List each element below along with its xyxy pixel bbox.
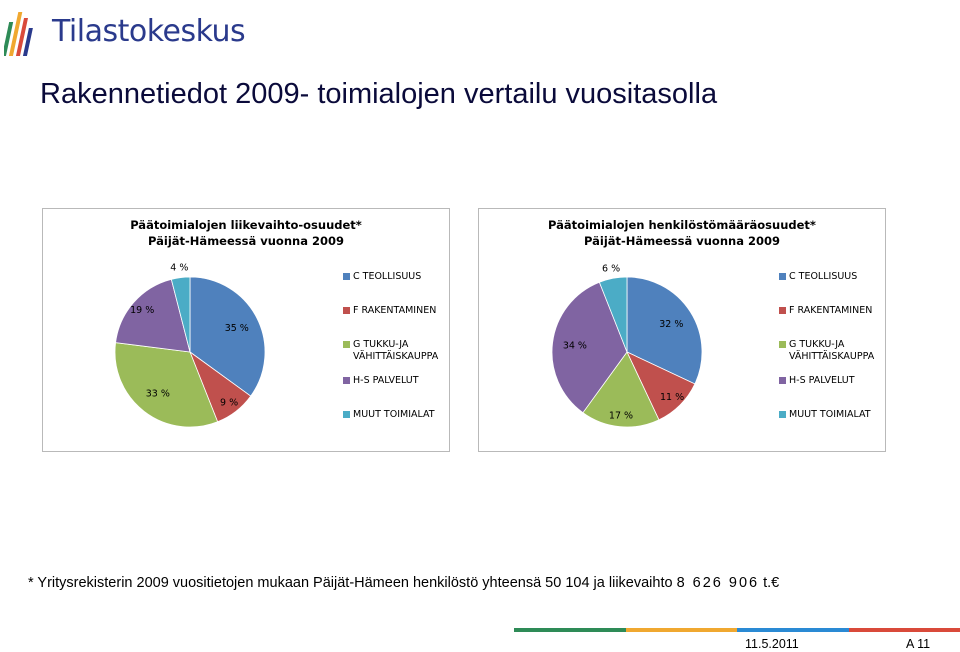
chart-title-line1: Päätoimialojen henkilöstömääräosuudet* [548, 218, 816, 232]
legend-swatch-kauppa [779, 341, 786, 348]
legend-item-teollisuus [779, 271, 857, 283]
footnote-unit: t.€ [763, 575, 780, 591]
legend-item-teollisuus [343, 271, 421, 283]
legend-label-teollisuus: C TEOLLISUUS [353, 271, 422, 282]
brand-name: Tilastokeskus [52, 13, 246, 49]
legend-swatch-kauppa [343, 341, 350, 348]
legend-item-rakentaminen [779, 305, 872, 317]
staff-share-chart [478, 208, 886, 452]
brand-logo [4, 2, 245, 60]
footer-date: 11.5.2011 [745, 637, 799, 651]
legend-item-palvelut [343, 375, 419, 387]
footnote-text: * Yritysrekisterin 2009 vuositietojen mukaan Päijät-Hämeen henkilöstö yhteensä 50 104 ja liikevaihto [28, 575, 673, 591]
legend-swatch-rakentaminen [779, 307, 786, 314]
footer-bar-1 [626, 628, 738, 632]
legend-swatch-palvelut [779, 377, 786, 384]
chart-title-line2: Päijät-Hämeessä vuonna 2009 [584, 234, 780, 248]
data-label-palvelut: 34 % [562, 340, 587, 352]
data-label-muut: 6 % [602, 263, 621, 275]
revenue-share-chart [42, 208, 450, 452]
legend-swatch-muut [779, 411, 786, 418]
legend-swatch-palvelut [343, 377, 350, 384]
data-label-teollisuus: 35 % [224, 323, 249, 335]
chart-title-line2: Päijät-Hämeessä vuonna 2009 [148, 234, 344, 248]
legend-label-rakentaminen: F RAKENTAMINEN [789, 305, 873, 316]
footer-bar-3 [849, 628, 960, 632]
footer-bar-0 [514, 628, 626, 632]
footer-color-bars [514, 628, 960, 632]
legend-swatch-teollisuus [779, 273, 786, 280]
legend-item-kauppa [343, 339, 455, 363]
legend-swatch-teollisuus [343, 273, 350, 280]
legend-label-palvelut: H-S PALVELUT [789, 375, 855, 386]
legend-item-muut [779, 409, 871, 421]
legend-label-muut: MUUT TOIMIALAT [353, 409, 435, 420]
legend-item-kauppa [779, 339, 891, 363]
data-label-rakentaminen: 11 % [660, 392, 685, 404]
chart-title-line1: Päätoimialojen liikevaihto-osuudet* [130, 218, 362, 232]
footnote-value: 8 626 906 [676, 575, 760, 591]
data-label-teollisuus: 32 % [659, 318, 684, 330]
legend-item-rakentaminen [343, 305, 436, 317]
footer-bar-2 [737, 628, 849, 632]
legend-label-kauppa: G TUKKU-JA VÄHITTÄISKAUPPA [353, 339, 439, 362]
legend-label-rakentaminen: F RAKENTAMINEN [353, 305, 437, 316]
data-label-muut: 4 % [170, 262, 189, 274]
legend-swatch-rakentaminen [343, 307, 350, 314]
legend-item-palvelut [779, 375, 855, 387]
data-label-kauppa: 17 % [608, 410, 634, 422]
footnote [28, 575, 779, 591]
legend-label-teollisuus: C TEOLLISUUS [789, 271, 858, 282]
data-label-palvelut: 19 % [130, 304, 155, 316]
data-label-rakentaminen: 9 % [220, 397, 239, 409]
legend-label-palvelut: H-S PALVELUT [353, 375, 419, 386]
page-title: Rakennetiedot 2009- toimialojen vertailu vuositasolla [40, 78, 718, 110]
tilastokeskus-logo-icon [4, 4, 46, 58]
legend-item-muut [343, 409, 435, 421]
data-label-kauppa: 33 % [145, 388, 170, 400]
footer-page-number: A 11 [906, 637, 931, 651]
legend-label-kauppa: G TUKKU-JA VÄHITTÄISKAUPPA [789, 339, 875, 362]
legend-label-muut: MUUT TOIMIALAT [789, 409, 871, 420]
legend-swatch-muut [343, 411, 350, 418]
